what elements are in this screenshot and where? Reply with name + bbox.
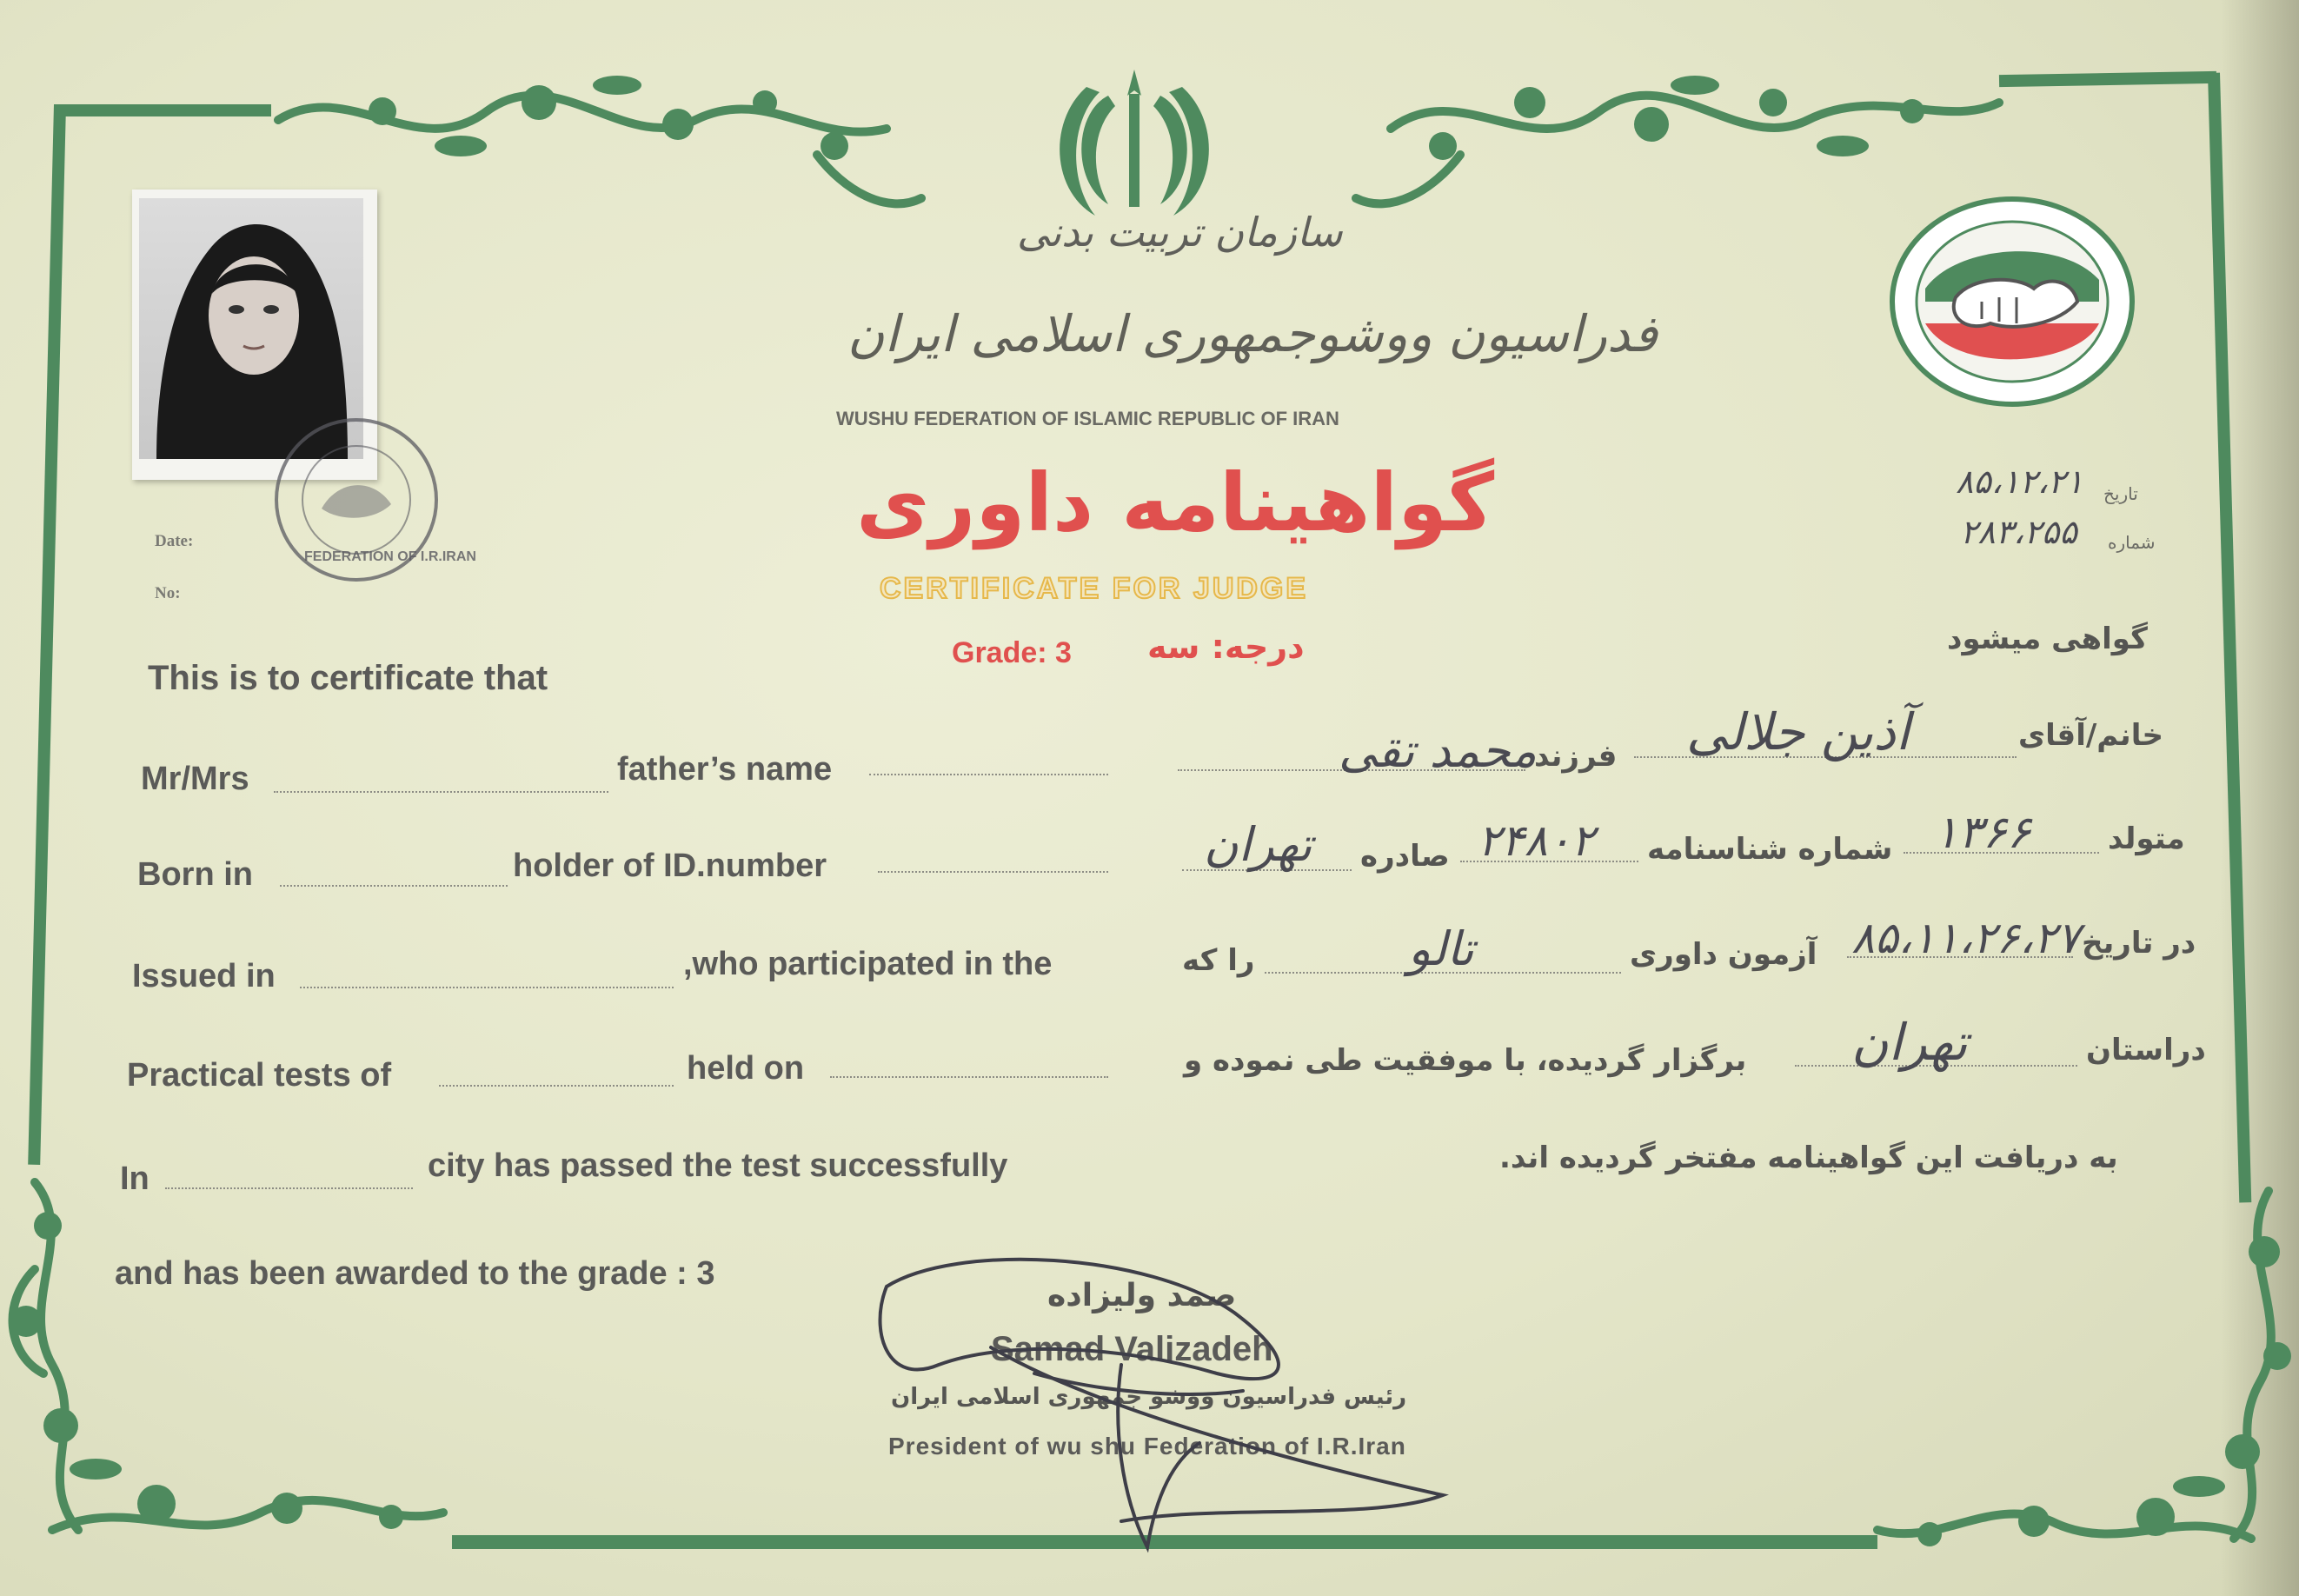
certificate-number-value: ۲۸۳،۲۵۵ [1960, 513, 2077, 551]
issued-in-line [300, 987, 674, 988]
date-label-en: Date: [155, 532, 194, 550]
exam-label-fa: آزمون داوری [1630, 937, 1817, 972]
certificate-title-en: CERTIFICATE FOR JUDGE [880, 572, 1309, 605]
awarded-label-en: and has been awarded to the grade : 3 [115, 1255, 715, 1292]
iran-emblem [1047, 61, 1221, 226]
intro-en: This is to certificate that [148, 659, 548, 697]
mr-mrs-line [274, 791, 608, 793]
wushu-federation-logo [1886, 193, 2138, 410]
issue-date-value: ۸۵،۱۲،۲۱ [1956, 462, 2083, 501]
birth-year-handwritten: ۱۳۶۶ [1934, 807, 2031, 859]
in-label-en: In [120, 1160, 150, 1197]
in-city-line [165, 1187, 413, 1189]
signer-name-fa: صمد ولیزاده [1047, 1278, 1237, 1313]
that-label-fa: را که [1182, 943, 1255, 978]
born-in-line [280, 885, 508, 887]
held-on-label-en: held on [687, 1050, 805, 1087]
father-name-label-en: father’s name [617, 751, 833, 788]
father-name-line [869, 774, 1108, 775]
signature-scribble [834, 1234, 1495, 1565]
mr-mrs-label-en: Mr/Mrs [141, 761, 249, 797]
holder-id-line [878, 871, 1108, 873]
signer-name-en: Samad Valizadeh [991, 1330, 1273, 1368]
style-handwritten: تالو [1408, 921, 1474, 976]
issued-city-handwritten: تهران [1204, 817, 1312, 872]
exam-date-handwritten: ۸۵،۱۱،۲۶،۲۷ [1851, 913, 2081, 963]
on-date-label-fa: در تاریخ [2082, 926, 2196, 961]
id-number-handwritten: ۲۴۸۰۲ [1478, 815, 1595, 866]
bottom-left-floral-ornament [0, 1165, 452, 1565]
org-name-fa: سازمان تربیت بدنی [1017, 209, 1343, 256]
born-label-fa: متولد [2108, 821, 2185, 856]
practical-label-en: Practical tests of [127, 1057, 392, 1094]
frame-top-right [1999, 71, 2216, 87]
issued-label-fa: صادره [1360, 839, 1450, 874]
held-passed-label-fa: برگزار گردیده، با موفقیت طی نموده و [1184, 1043, 1747, 1078]
bottom-right-floral-ornament [1869, 1182, 2299, 1565]
number-label-fa: شماره [2108, 532, 2156, 553]
practical-line [439, 1085, 674, 1087]
stamp-text: FEDERATION OF I.R.IRAN [304, 549, 476, 564]
issued-in-label-en: Issued in [132, 958, 276, 994]
certified-label-fa: گواهی میشود [1947, 622, 2148, 656]
no-label-en: No: [155, 584, 181, 602]
mr-mrs-label-fa: خانم/آقای [2018, 718, 2163, 753]
father-name-handwritten: محمد تقی [1339, 723, 1537, 778]
grade-en: Grade: 3 [952, 636, 1072, 669]
federation-name-en: WUSHU FEDERATION OF ISLAMIC REPUBLIC OF IRAN [836, 408, 1339, 429]
id-number-label-fa: شماره شناسنامه [1647, 832, 1893, 867]
held-on-line [830, 1076, 1108, 1078]
grade-fa: درجه: سه [1147, 628, 1305, 666]
province-handwritten: تهران [1851, 1013, 1968, 1072]
certificate-title-fa: گواهینامه داوری [856, 456, 1495, 549]
city-passed-label-en: city has passed the test successfully [428, 1147, 1008, 1184]
federation-stamp [261, 409, 476, 591]
participated-label-en: ,who participated in the [683, 946, 1053, 982]
holder-name-handwritten: آذین جلالی [1686, 702, 1910, 761]
in-province-label-fa: دراستان [2086, 1033, 2206, 1067]
child-of-label-fa: فرزند [1534, 739, 1618, 774]
frame-top-left [54, 104, 271, 116]
signer-title-en: President of wu shu Federation of I.R.Iran [888, 1433, 1406, 1460]
date-label-fa: تاریخ [2103, 483, 2138, 504]
born-in-label-en: Born in [137, 856, 253, 893]
frame-left [28, 104, 66, 1165]
honored-label-fa: به دریافت این گواهینامه مفتخر گردیده اند. [1499, 1140, 2118, 1175]
signer-title-fa: رئیس فدراسیون ووشو جمهوری اسلامی ایران [891, 1384, 1407, 1410]
federation-name-fa: فدراسیون ووشوجمهوری اسلامی ایران [847, 304, 1658, 363]
holder-id-label-en: holder of ID.number [513, 848, 827, 884]
